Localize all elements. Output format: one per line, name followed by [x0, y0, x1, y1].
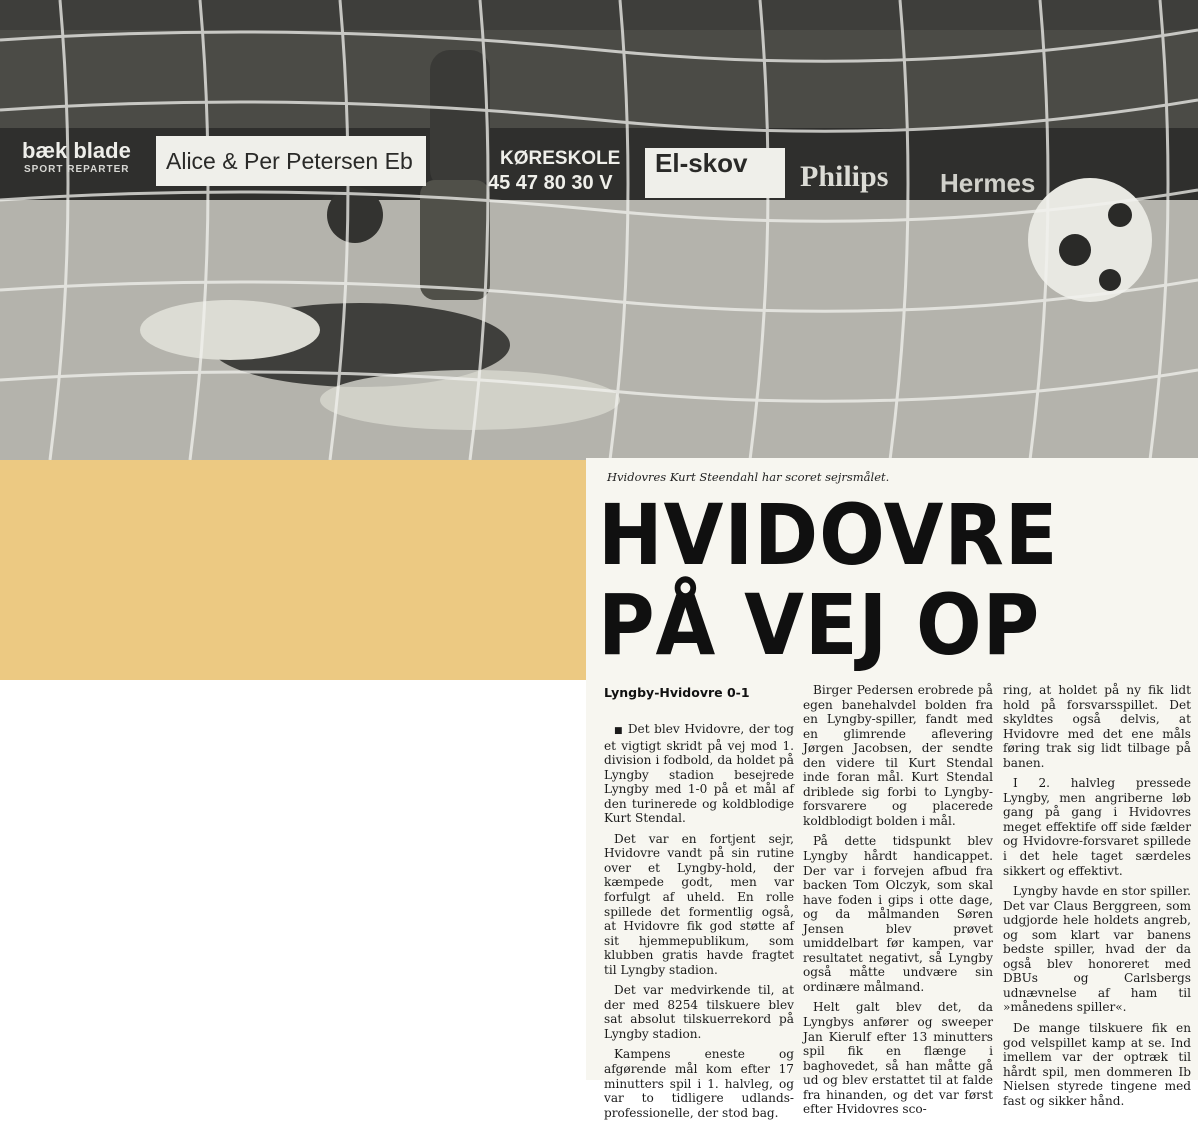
match-photo — [0, 0, 1198, 460]
headline-line-1: HVIDOVRE — [598, 486, 1059, 584]
paragraph: På dette tidspunkt blev Lyngby hårdt handicappet. Der var i forvejen afbud fra backen Tom Olczyk, som skal have foden i gips i otte dage, og da målmanden Søren Jensen blev prøvet umiddelbart før kampen, var resultatet negativt, så Lyngby også måtte undvære sin ordinære målmand. — [803, 834, 993, 994]
paragraph: Helt galt blev det, da Lyngbys anfører og sweeper Jan Kierulf efter 13 minutters spil fik en flænge i baghovedet, så han måtte gå ud og blev erstattet til at falde fra hinanden, og det var først efter Hvidovres sco- — [803, 1000, 993, 1117]
headline — [598, 486, 1150, 674]
photo-caption: Hvidovres Kurt Steendahl har scoret sejrsmålet. — [607, 470, 890, 484]
ad-board-hermes: Hermes — [940, 168, 1036, 198]
paragraph: ring, at holdet på ny fik lidt hold på forsvarsspillet. Det skyldtes også delvis, at Hvidovre med det ene måls føring trak sig lidt tilbage på banen. — [1003, 683, 1191, 770]
ad-board-alice: Alice & Per Petersen Eb — [156, 136, 426, 186]
ad-board-baek-sub: SPORT REPARTER — [24, 164, 130, 175]
paragraph: Kampens eneste og afgørende mål kom efter 17 minutters spil i 1. halvleg, og var to tidligere udlands-professionelle, der stod bag. — [604, 1047, 794, 1120]
article-column-3 — [1003, 683, 1191, 1114]
paragraph: De mange tilskuere fik en god velspillet kamp at se. Ind imellem var der optræk til hårdt spil, men dommeren Ib Nielsen styrede tingene med fast og sikker hånd. — [1003, 1021, 1191, 1108]
subheading: Lyngby-Hvidovre 0-1 — [604, 685, 750, 700]
ad-board-koreskole: KØRESKOLE — [500, 148, 621, 169]
paragraph: I 2. halvleg pressede Lyngby, men angriberne løb gang på gang i Hvidovres meget effektife off side fælder og Hvidovre-forsvaret spillede i det hele taget særdeles sikkert og effektivt. — [1003, 776, 1191, 878]
bullet-icon: ■ — [614, 726, 624, 736]
paragraph: Det var medvirkende til, at der med 8254 tilskuere blev sat absolut tilskuerrekord på Lyngby stadion. — [604, 983, 794, 1041]
paragraph — [604, 722, 794, 826]
photo-scene — [0, 0, 1198, 460]
article-column-1 — [604, 722, 794, 1126]
paragraph: Det var en fortjent sejr, Hvidovre vandt på sin rutine over et Lyngby-hold, der kæmpede godt, men var forfulgt af uheld. En rolle spillede det formentlig også, at Hvidovre fik god støtte af sit hjemmepublikum, som klubben gratis havde fragtet til Lyngby stadion. — [604, 831, 794, 977]
paragraph: Lyngby havde en stor spiller. Det var Claus Berggreen, som udgjorde hele holdets angreb, og som klart var banens bedste spiller, hvad der da også blev honoreret med DBUs og Carlsbergs udnævnelse af ham til »månedens spiller«. — [1003, 884, 1191, 1015]
ad-board-elskov: El-skov — [645, 148, 785, 198]
paragraph: Birger Pedersen erobrede på egen banehalvdel bolden fra en Lyngby-spiller, fandt med en glimrende aflevering Jørgen Jacobsen, der sendte den videre til Kurt Stendal inde foran mål. Kurt Stendal driblede sig forbi to Lyngby-forsvarere og placerede koldblodigt bolden i mål. — [803, 683, 993, 828]
ad-board-phone: 45 47 80 30 V — [488, 172, 613, 194]
ad-board-philips: Philips — [800, 160, 889, 193]
yellowed-paper-area — [0, 460, 586, 680]
article-column-2 — [803, 683, 993, 1123]
paragraph-text: Det blev Hvidovre, der tog et vigtigt skridt på vej mod 1. division i fodbold, da holdet på Lyngby stadion besejrede Lyngby med 1-0 på et mål af den turinerede og koldblodige Kurt Stendal. — [604, 722, 794, 826]
ad-board-baek: bæk blade — [22, 138, 131, 163]
headline-line-2: PÅ VEJ OP — [598, 576, 1041, 674]
